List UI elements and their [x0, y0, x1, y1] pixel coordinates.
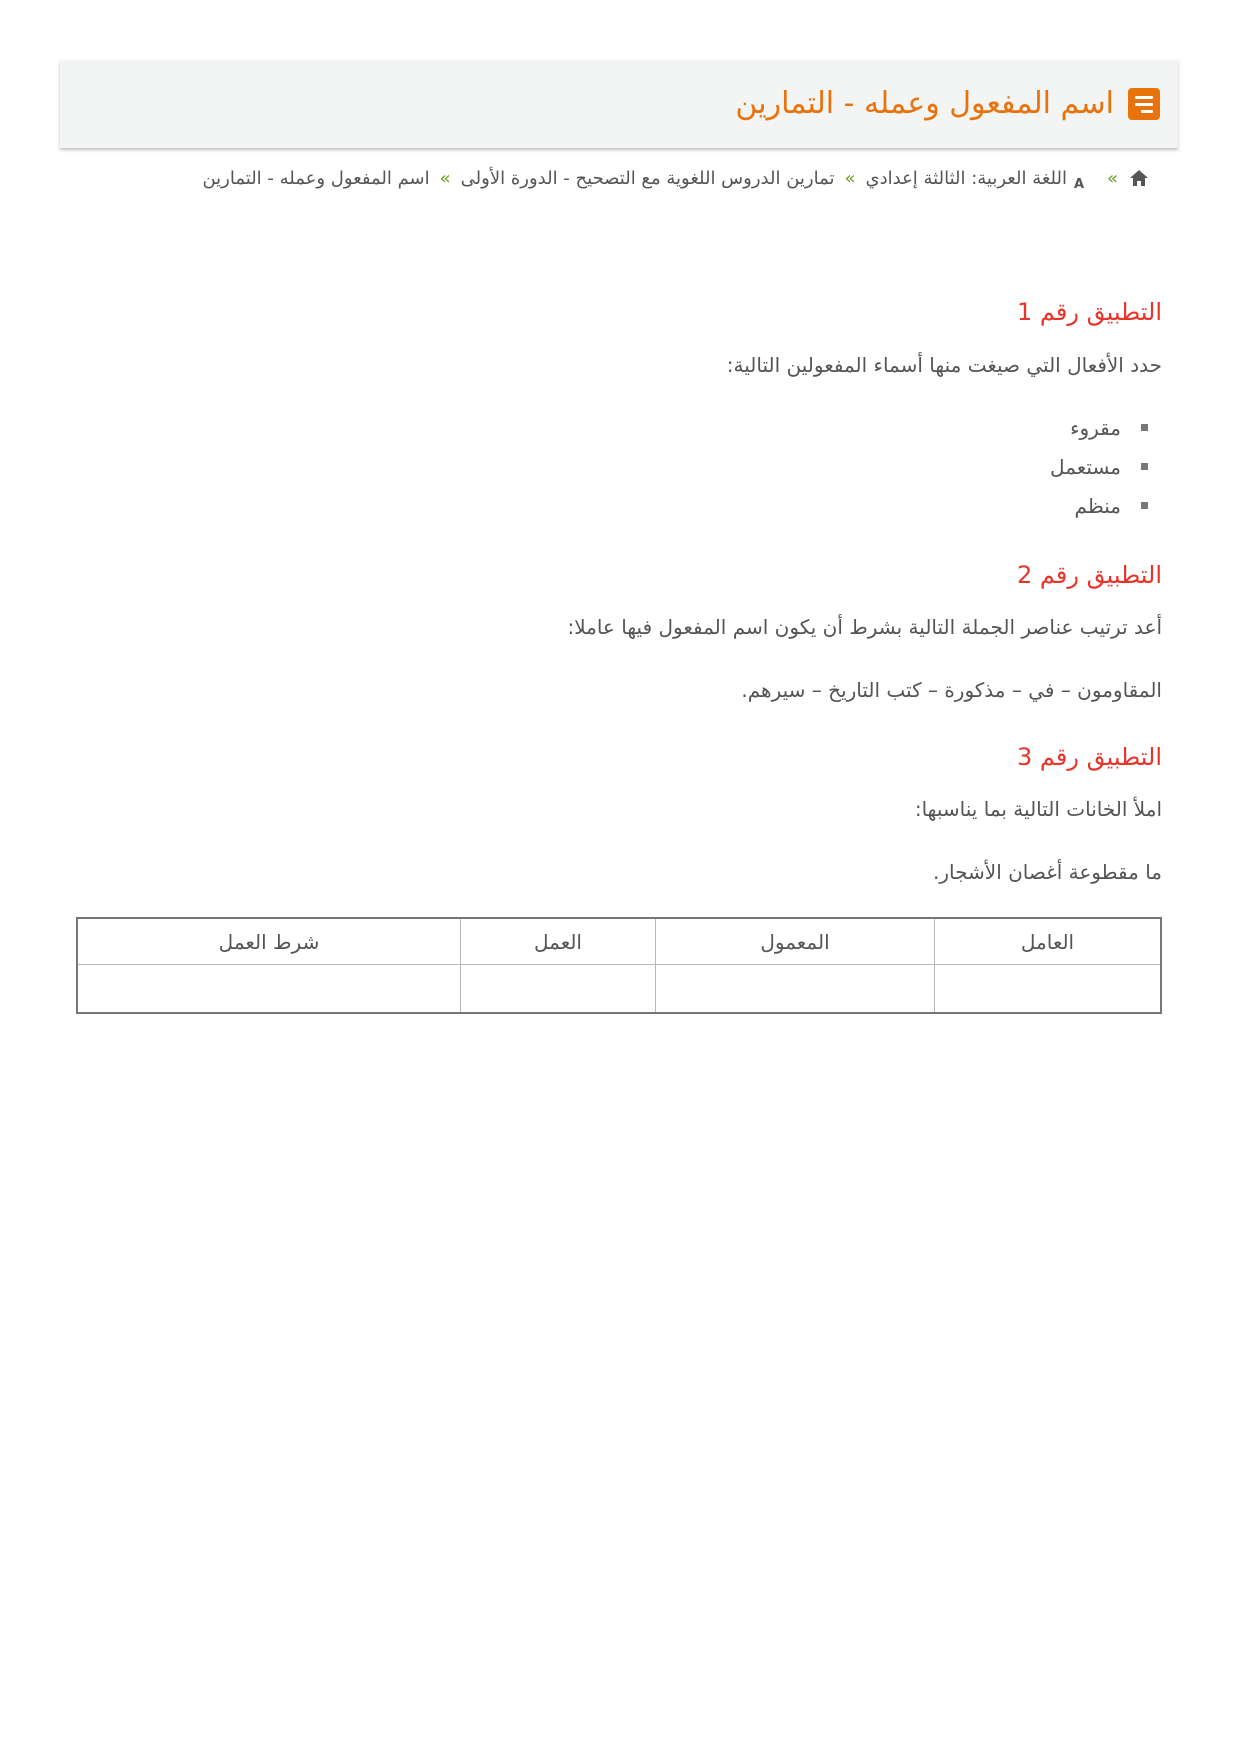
- table-cell[interactable]: [77, 965, 461, 1014]
- breadcrumb-item-current: اسم المفعول وعمله - التمارين: [202, 167, 430, 189]
- table-header-row: [77, 918, 1161, 965]
- section-3-heading: التطبيق رقم 3: [1017, 743, 1162, 771]
- bullet-icon: [1141, 502, 1148, 509]
- section-2-instruction: أعد ترتيب عناصر الجملة التالية بشرط أن يكون اسم المفعول فيها عاملا:: [567, 615, 1162, 639]
- list-item: مقروء: [1050, 408, 1148, 447]
- breadcrumb-item-subject[interactable]: اللغة العربية: الثالثة إعدادي: [865, 167, 1067, 189]
- section-3-sentence: ما مقطوعة أغصان الأشجار.: [933, 860, 1162, 884]
- table-cell[interactable]: [461, 965, 656, 1014]
- breadcrumb-separator: »: [844, 167, 856, 189]
- breadcrumb-item-category[interactable]: تمارين الدروس اللغوية مع التصحيح - الدورة الأولى: [460, 167, 835, 189]
- table-row: [77, 965, 1161, 1014]
- bullet-icon: [1141, 424, 1148, 431]
- table-cell[interactable]: [935, 965, 1162, 1014]
- table-header-cell: شرط العمل: [77, 918, 461, 965]
- section-2-sentence: المقاومون – في – مذكورة – كتب التاريخ – سيرهم.: [741, 678, 1162, 702]
- page-title: اسم المفعول وعمله - التمارين: [735, 86, 1114, 121]
- section-3-instruction: املأ الخانات التالية بما يناسبها:: [914, 797, 1162, 821]
- list-item: منظم: [1050, 486, 1148, 525]
- table-header-cell: العمل: [461, 918, 656, 965]
- breadcrumb-separator: »: [439, 167, 451, 189]
- bullet-icon: [1141, 463, 1148, 470]
- table-header-cell: العامل: [935, 918, 1162, 965]
- content: [76, 0, 1162, 1754]
- fill-table: [76, 917, 1162, 1014]
- table-cell[interactable]: [656, 965, 935, 1014]
- list-item: مستعمل: [1050, 447, 1148, 486]
- section-1-instruction: حدد الأفعال التي صيغت منها أسماء المفعولين التالية:: [726, 353, 1162, 377]
- section-1-heading: التطبيق رقم 1: [1017, 298, 1162, 326]
- table-header-cell: المعمول: [656, 918, 935, 965]
- svg-text:A: A: [1073, 177, 1084, 189]
- section-2-heading: التطبيق رقم 2: [1017, 561, 1162, 589]
- section-1-list: [1050, 408, 1162, 525]
- breadcrumb-separator: »: [1106, 167, 1118, 189]
